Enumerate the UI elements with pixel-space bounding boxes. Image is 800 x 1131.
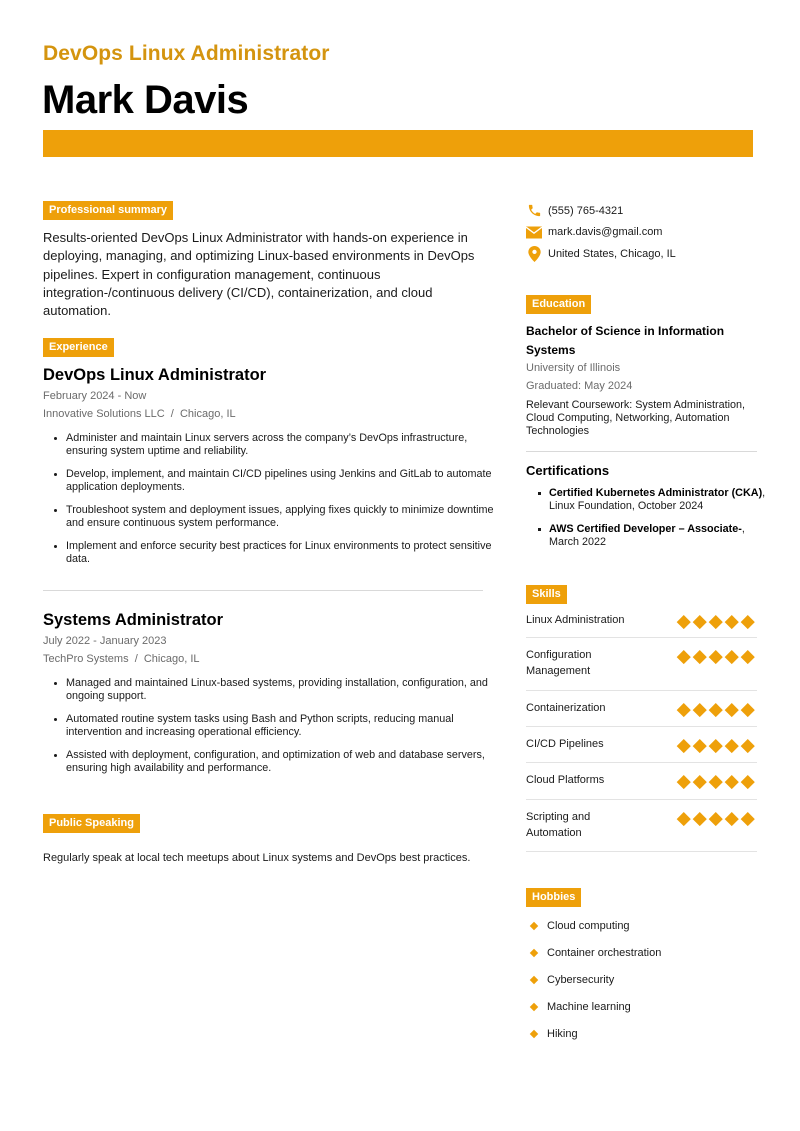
rating-diamond-icon bbox=[741, 811, 756, 826]
rating-diamond-icon bbox=[741, 649, 756, 664]
rating-diamond-icon bbox=[677, 649, 692, 664]
education-heading: Education bbox=[526, 295, 591, 314]
contact-phone bbox=[526, 200, 766, 222]
header-job-title: DevOps Linux Administrator bbox=[43, 42, 330, 65]
rating-diamond-icon bbox=[725, 614, 740, 629]
rating-diamond-icon bbox=[709, 614, 724, 629]
contact-section bbox=[526, 200, 766, 265]
skill-row bbox=[526, 638, 757, 691]
skill-name: CI/CD Pipelines bbox=[526, 738, 604, 750]
hobby-label: Container orchestration bbox=[547, 947, 662, 960]
skill-name: Scripting and Automation bbox=[526, 811, 591, 839]
diamond-bullet-icon bbox=[526, 1029, 547, 1039]
hobbies-list bbox=[526, 913, 661, 1047]
rating-diamond-icon bbox=[677, 811, 692, 826]
hobby-item bbox=[526, 1020, 661, 1047]
skill-rating bbox=[677, 811, 756, 826]
skill-rating bbox=[677, 774, 756, 789]
hobby-item bbox=[526, 993, 661, 1020]
candidate-name: Mark Davis bbox=[42, 78, 249, 122]
coursework: Relevant Coursework: System Administration, Cloud Computing, Networking, Automation Technologies bbox=[526, 399, 746, 437]
skill-rating bbox=[677, 738, 756, 753]
skill-name: Linux Administration bbox=[526, 614, 625, 626]
summary-text: Results-oriented DevOps Linux Administrator with hands-on experience in deploying, managing, and optimizing Linux-based environments in DevOps pipelines. Expert in configuration management, continuous integration-/continuous delivery (CI/CD), containerization, and cloud automation. bbox=[43, 230, 475, 319]
rating-diamond-icon bbox=[741, 774, 756, 789]
job-bullet: Managed and maintained Linux-based systems, providing installation, configuration, and ongoing support. bbox=[66, 677, 495, 703]
rating-diamond-icon bbox=[677, 702, 692, 717]
diamond-bullet-icon bbox=[526, 921, 547, 931]
skill-row bbox=[526, 691, 757, 727]
rating-diamond-icon bbox=[741, 738, 756, 753]
rating-diamond-icon bbox=[709, 702, 724, 717]
certifications-list bbox=[526, 487, 766, 559]
hobby-label: Machine learning bbox=[547, 1000, 631, 1013]
hobby-item bbox=[526, 940, 661, 967]
job-title: DevOps Linux Administrator bbox=[43, 366, 267, 384]
university: University of Illinois bbox=[526, 362, 621, 374]
certification-name: AWS Certified Developer – Associate- bbox=[549, 523, 742, 535]
job-bullet: Implement and enforce security best practices for Linux environments to protect sensitive data. bbox=[66, 540, 495, 566]
skill-row bbox=[526, 727, 757, 763]
skill-name: Cloud Platforms bbox=[526, 774, 605, 786]
hobby-label: Cybersecurity bbox=[547, 973, 615, 986]
skills-list bbox=[526, 603, 757, 852]
envelope-icon bbox=[526, 224, 542, 240]
certification-item bbox=[549, 523, 766, 549]
skill-name: Configuration Management bbox=[526, 649, 592, 677]
certification-detail: , March 2022 bbox=[549, 523, 745, 548]
job-bullet: Administer and maintain Linux servers across the company’s DevOps infrastructure, ensuring system uptime and reliability. bbox=[66, 432, 495, 458]
skill-row bbox=[526, 800, 757, 852]
education-item bbox=[526, 322, 761, 438]
rating-diamond-icon bbox=[741, 702, 756, 717]
skills-heading: Skills bbox=[526, 585, 567, 604]
skill-row bbox=[526, 763, 757, 800]
certifications-heading: Certifications bbox=[526, 463, 610, 478]
rating-diamond-icon bbox=[693, 702, 708, 717]
certification-item bbox=[549, 487, 766, 513]
graduation-date: Graduated: May 2024 bbox=[526, 380, 633, 392]
education-divider bbox=[526, 451, 757, 452]
rating-diamond-icon bbox=[693, 738, 708, 753]
job-bullet: Troubleshoot system and deployment issues, applying fixes quickly to minimize downtime and ensure continuous system performance. bbox=[66, 504, 494, 529]
hobby-item bbox=[526, 913, 661, 940]
rating-diamond-icon bbox=[677, 738, 692, 753]
rating-diamond-icon bbox=[709, 649, 724, 664]
rating-diamond-icon bbox=[677, 774, 692, 789]
job-bullets bbox=[43, 432, 495, 566]
phone-icon bbox=[526, 203, 542, 219]
job-bullets bbox=[43, 677, 495, 775]
rating-diamond-icon bbox=[709, 774, 724, 789]
degree: Bachelor of Science in Information Systems bbox=[526, 324, 725, 357]
job-company: Innovative Solutions LLC / Chicago, IL bbox=[43, 408, 236, 420]
rating-diamond-icon bbox=[693, 811, 708, 826]
skill-name: Containerization bbox=[526, 702, 606, 714]
experience-divider bbox=[43, 590, 483, 591]
rating-diamond-icon bbox=[725, 774, 740, 789]
skill-rating bbox=[677, 649, 756, 664]
rating-diamond-icon bbox=[677, 614, 692, 629]
job-bullet: Assisted with deployment, configuration, and optimization of web and database servers, ensuring high availability and performance. bbox=[66, 749, 495, 775]
public-speaking-text: Regularly speak at local tech meetups about Linux systems and DevOps best practices. bbox=[43, 852, 471, 864]
diamond-bullet-icon bbox=[526, 948, 547, 958]
rating-diamond-icon bbox=[725, 702, 740, 717]
rating-diamond-icon bbox=[725, 811, 740, 826]
hobby-label: Hiking bbox=[547, 1027, 578, 1040]
skill-rating bbox=[677, 702, 756, 717]
job-company: TechPro Systems / Chicago, IL bbox=[43, 653, 200, 665]
experience-heading: Experience bbox=[43, 338, 114, 357]
email-text: mark.davis@gmail.com bbox=[548, 226, 663, 239]
summary-heading: Professional summary bbox=[43, 201, 173, 220]
job-bullet: Automated routine system tasks using Bash and Python scripts, reducing manual intervention and increasing operational efficiency. bbox=[66, 713, 495, 739]
rating-diamond-icon bbox=[693, 614, 708, 629]
hobby-label: Cloud computing bbox=[547, 920, 630, 933]
experience-item bbox=[43, 611, 495, 785]
experience-item bbox=[43, 366, 495, 576]
phone-text: (555) 765-4321 bbox=[548, 204, 624, 217]
job-title: Systems Administrator bbox=[43, 611, 224, 629]
certification-name: Certified Kubernetes Administrator (CKA) bbox=[549, 487, 763, 499]
rating-diamond-icon bbox=[725, 738, 740, 753]
rating-diamond-icon bbox=[741, 614, 756, 629]
public-speaking-heading: Public Speaking bbox=[43, 814, 140, 833]
rating-diamond-icon bbox=[709, 738, 724, 753]
location-pin-icon bbox=[526, 246, 542, 262]
rating-diamond-icon bbox=[693, 649, 708, 664]
rating-diamond-icon bbox=[725, 649, 740, 664]
diamond-bullet-icon bbox=[526, 975, 547, 985]
summary-section bbox=[43, 200, 483, 320]
rating-diamond-icon bbox=[693, 774, 708, 789]
job-dates: July 2022 - January 2023 bbox=[43, 635, 167, 647]
contact-location bbox=[526, 243, 766, 265]
hobby-item bbox=[526, 967, 661, 994]
diamond-bullet-icon bbox=[526, 1002, 547, 1012]
header-accent-bar bbox=[43, 130, 753, 157]
rating-diamond-icon bbox=[709, 811, 724, 826]
certification-detail: , Linux Foundation, October 2024 bbox=[549, 487, 766, 512]
job-dates: February 2024 - Now bbox=[43, 390, 147, 402]
job-bullet: Develop, implement, and maintain CI/CD pipelines using Jenkins and GitLab to automate application deployments. bbox=[66, 468, 495, 494]
location-text: United States, Chicago, IL bbox=[548, 247, 676, 260]
skill-row bbox=[526, 603, 757, 638]
hobbies-heading: Hobbies bbox=[526, 888, 581, 907]
skill-rating bbox=[677, 614, 756, 629]
contact-email bbox=[526, 222, 766, 244]
